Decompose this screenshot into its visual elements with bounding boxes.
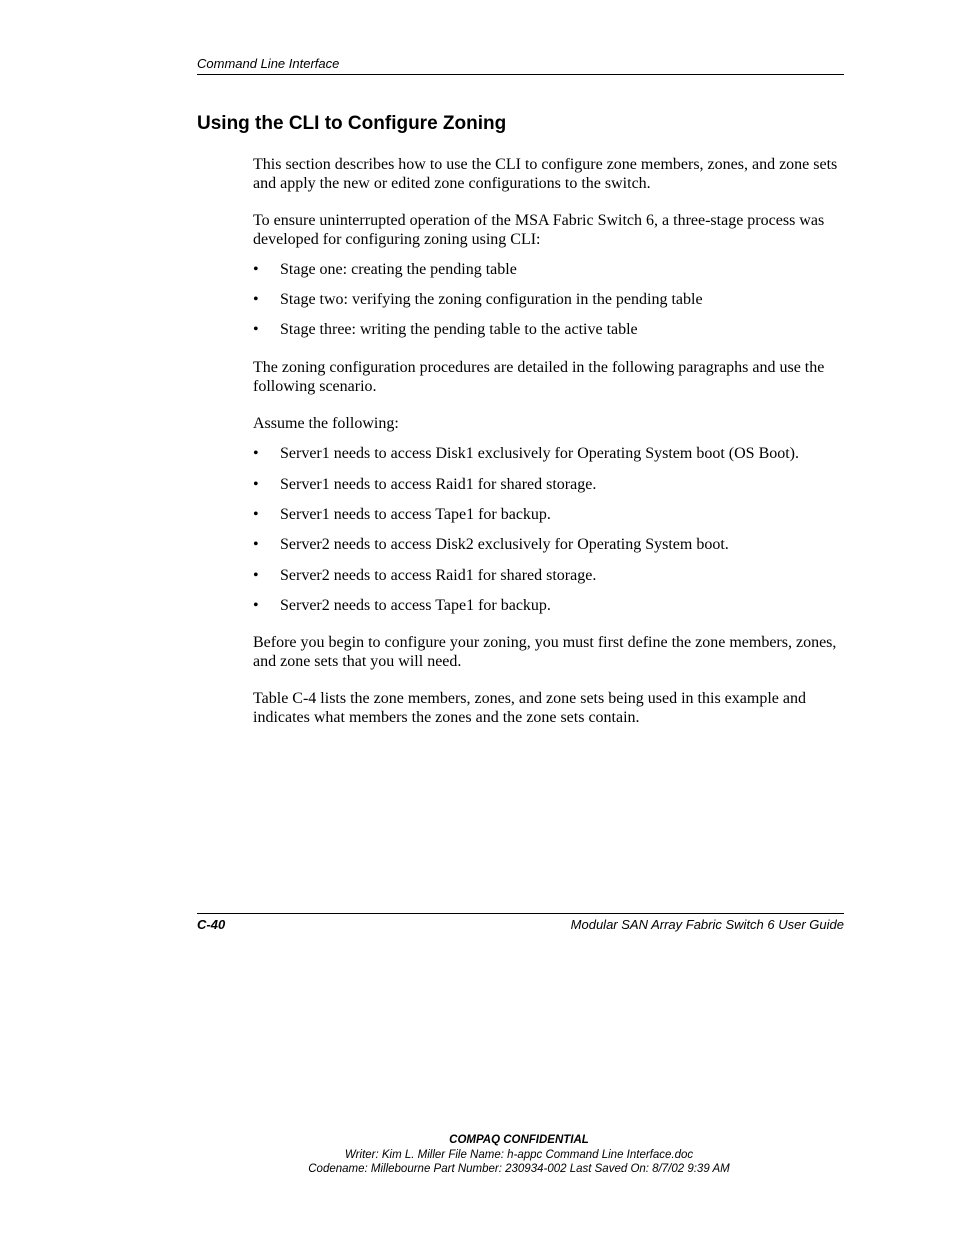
bullet-icon: •	[253, 567, 259, 584]
guide-title: Modular SAN Array Fabric Switch 6 User Guide	[570, 917, 844, 932]
assume-label: Assume the following:	[253, 415, 399, 432]
closing-paragraph-1: Before you begin to configure your zoning, you must first define the zone members, zones, and zone sets that you will need.	[253, 634, 837, 670]
confidential-title: COMPAQ CONFIDENTIAL	[449, 1134, 589, 1146]
assumption-text: Server2 needs to access Disk2 exclusively for Operating System boot.	[280, 536, 729, 553]
assumption-text: Server1 needs to access Tape1 for backup.	[280, 506, 551, 523]
bullet-icon: •	[253, 597, 259, 614]
bullet-icon: •	[253, 445, 259, 462]
stage-text: Stage two: verifying the zoning configuration in the pending table	[280, 291, 703, 308]
bullet-icon: •	[253, 321, 259, 338]
assumption-text: Server1 needs to access Raid1 for shared storage.	[280, 476, 597, 493]
stage-text: Stage one: creating the pending table	[280, 261, 517, 278]
running-header	[197, 56, 844, 75]
stage-text: Stage three: writing the pending table to the active table	[280, 321, 638, 338]
codename-line: Codename: Millebourne Part Number: 230934-002 Last Saved On: 8/7/02 9:39 AM	[308, 1163, 730, 1175]
running-header-title: Command Line Interface	[197, 56, 340, 71]
confidential-block	[0, 1133, 954, 1177]
running-footer	[197, 913, 844, 932]
bullet-icon: •	[253, 261, 259, 278]
intro-paragraph-1: This section describes how to use the CLI to configure zone members, zones, and zone sets and apply the new or edited zone configurations to the switch.	[253, 156, 838, 192]
closing-paragraph-2: Table C-4 lists the zone members, zones, and zone sets being used in this example and indicates what members the zones and the zone sets contain.	[253, 690, 806, 726]
procedure-paragraph: The zoning configuration procedures are detailed in the following paragraphs and use the following scenario.	[253, 359, 825, 395]
bullet-icon: •	[253, 506, 259, 523]
intro-paragraph-2: To ensure uninterrupted operation of the MSA Fabric Switch 6, a three-stage process was developed for configuring zoning using CLI:	[253, 212, 825, 248]
bullet-icon: •	[253, 291, 259, 308]
assumption-text: Server2 needs to access Tape1 for backup.	[280, 597, 551, 614]
page-number: C-40	[197, 917, 226, 932]
bullet-icon: •	[253, 476, 259, 493]
bullet-icon: •	[253, 536, 259, 553]
writer-line: Writer: Kim L. Miller File Name: h-appc Command Line Interface.doc	[344, 1148, 694, 1161]
section-title: Using the CLI to Configure Zoning	[197, 113, 507, 134]
assumption-text: Server1 needs to access Disk1 exclusively for Operating System boot (OS Boot).	[280, 445, 800, 462]
assumption-text: Server2 needs to access Raid1 for shared storage.	[280, 567, 597, 584]
